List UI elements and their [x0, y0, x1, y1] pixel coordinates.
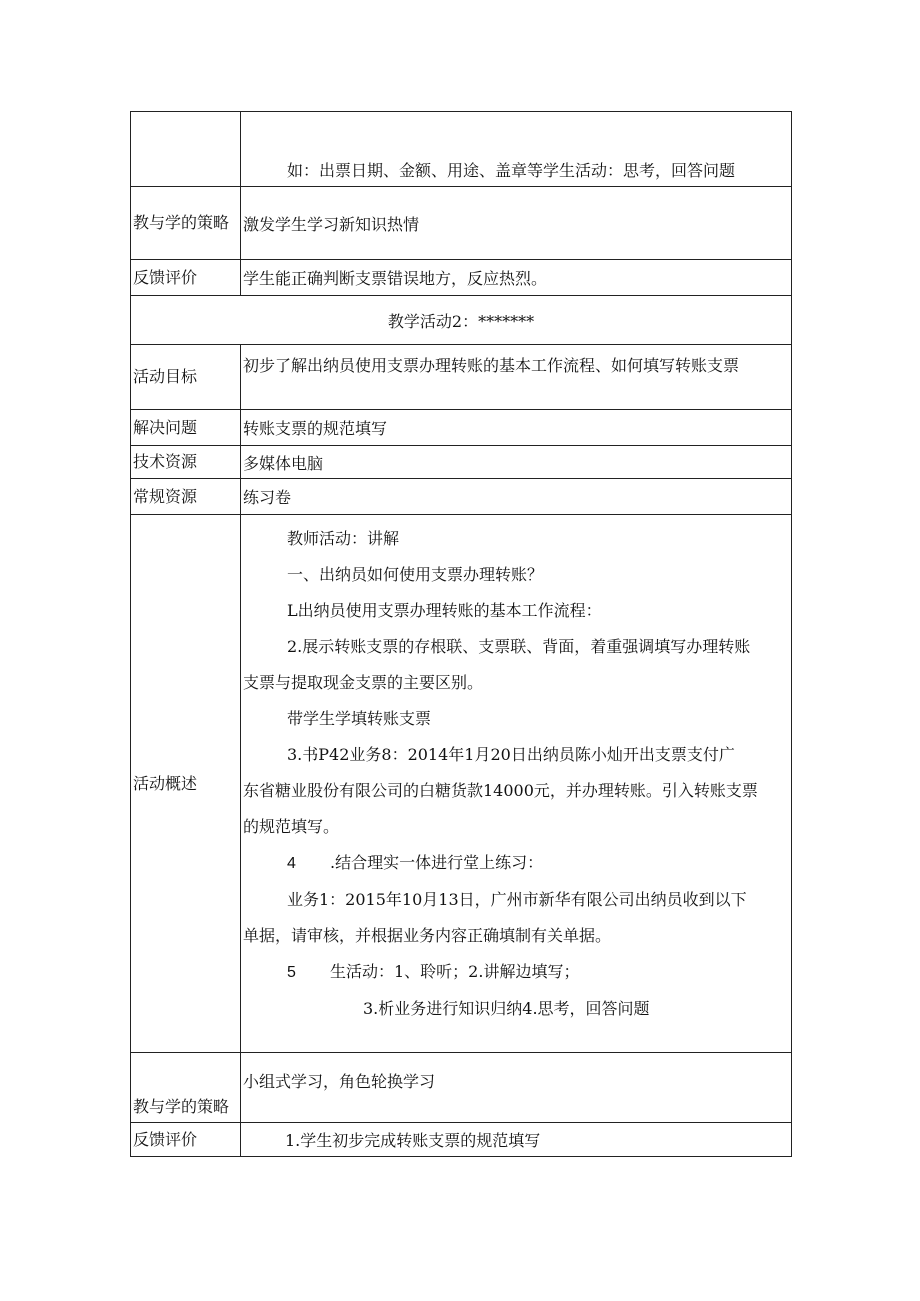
table-row — [131, 479, 792, 515]
table-row — [131, 260, 792, 296]
table-row — [131, 410, 792, 446]
overview-line: 业务1：2015年10月13日，广州市新华有限公司出纳员收到以下 — [287, 890, 747, 909]
overview-line: 单据，请审核，并根据业务内容正确填制有关单据。 — [243, 926, 612, 945]
section-title: 教学活动2：******* — [131, 296, 792, 345]
item-text: 生活动：1、聆听；2.讲解边填写； — [330, 962, 580, 981]
overview-line: 带学生学填转账支票 — [287, 709, 432, 728]
row-value: 练习卷 — [241, 479, 792, 515]
row-label: 活动概述 — [131, 515, 241, 1053]
overview-line: 3.析业务进行知识归纳4.思考，回答问题 — [363, 999, 650, 1018]
table-row — [131, 1053, 792, 1123]
table-row — [131, 187, 792, 260]
row-value: 转账支票的规范填写 — [241, 410, 792, 446]
row-value: 初步了解出纳员使用支票办理转账的基本工作流程、如何填写转账支票 — [241, 345, 792, 410]
row-label: 解决问题 — [131, 410, 241, 446]
row-value: 激发学生学习新知识热情 — [241, 187, 792, 260]
table-row — [131, 112, 792, 187]
overview-line: L出纳员使用支票办理转账的基本工作流程： — [287, 601, 602, 620]
item-number: 4 — [287, 855, 296, 872]
overview-line: 2.展示转账支票的存根联、支票联、背面，着重强调填写办理转账 — [287, 637, 751, 656]
item-number: 5 — [287, 964, 296, 981]
row-label: 技术资源 — [131, 446, 241, 479]
row-value: 小组式学习，角色轮换学习 — [241, 1053, 792, 1123]
row-value: 1.学生初步完成转账支票的规范填写 — [241, 1123, 792, 1157]
row-value: 学生能正确判断支票错误地方，反应热烈。 — [241, 260, 792, 296]
overview-line: 的规范填写。 — [243, 817, 340, 836]
lesson-plan-table — [130, 111, 792, 1157]
overview-line: 一、出纳员如何使用支票办理转账？ — [287, 565, 544, 584]
table-row — [131, 296, 792, 345]
content-cell — [241, 112, 792, 187]
overview-line: 东省糖业股份有限公司的白糖货款14000元，并办理转账。引入转账支票 — [243, 781, 758, 800]
row-label: 教与学的策略 — [131, 187, 241, 260]
table-row — [131, 1123, 792, 1157]
activity-text: 如：出票日期、金额、用途、盖章等学生活动：思考，回答问题 — [287, 161, 736, 180]
overview-line — [243, 845, 791, 882]
row-label: 教与学的策略 — [131, 1053, 241, 1123]
row-label: 反馈评价 — [131, 260, 241, 296]
row-label: 活动目标 — [131, 345, 241, 410]
overview-line: 3.书P42业务8：2014年1月20日出纳员陈小灿开出支票支付广 — [287, 745, 735, 764]
table-row — [131, 446, 792, 479]
activity-overview-cell — [241, 515, 792, 1053]
row-label: 反馈评价 — [131, 1123, 241, 1157]
item-text: .结合理实一体进行堂上练习： — [330, 853, 544, 872]
row-label: 常规资源 — [131, 479, 241, 515]
table-row — [131, 515, 792, 1053]
row-value: 多媒体电脑 — [241, 446, 792, 479]
empty-label-cell — [131, 112, 241, 187]
overview-line: 教师活动：讲解 — [287, 529, 400, 548]
table-row — [131, 345, 792, 410]
overview-line — [243, 954, 791, 991]
overview-line: 支票与提取现金支票的主要区别。 — [243, 673, 484, 692]
